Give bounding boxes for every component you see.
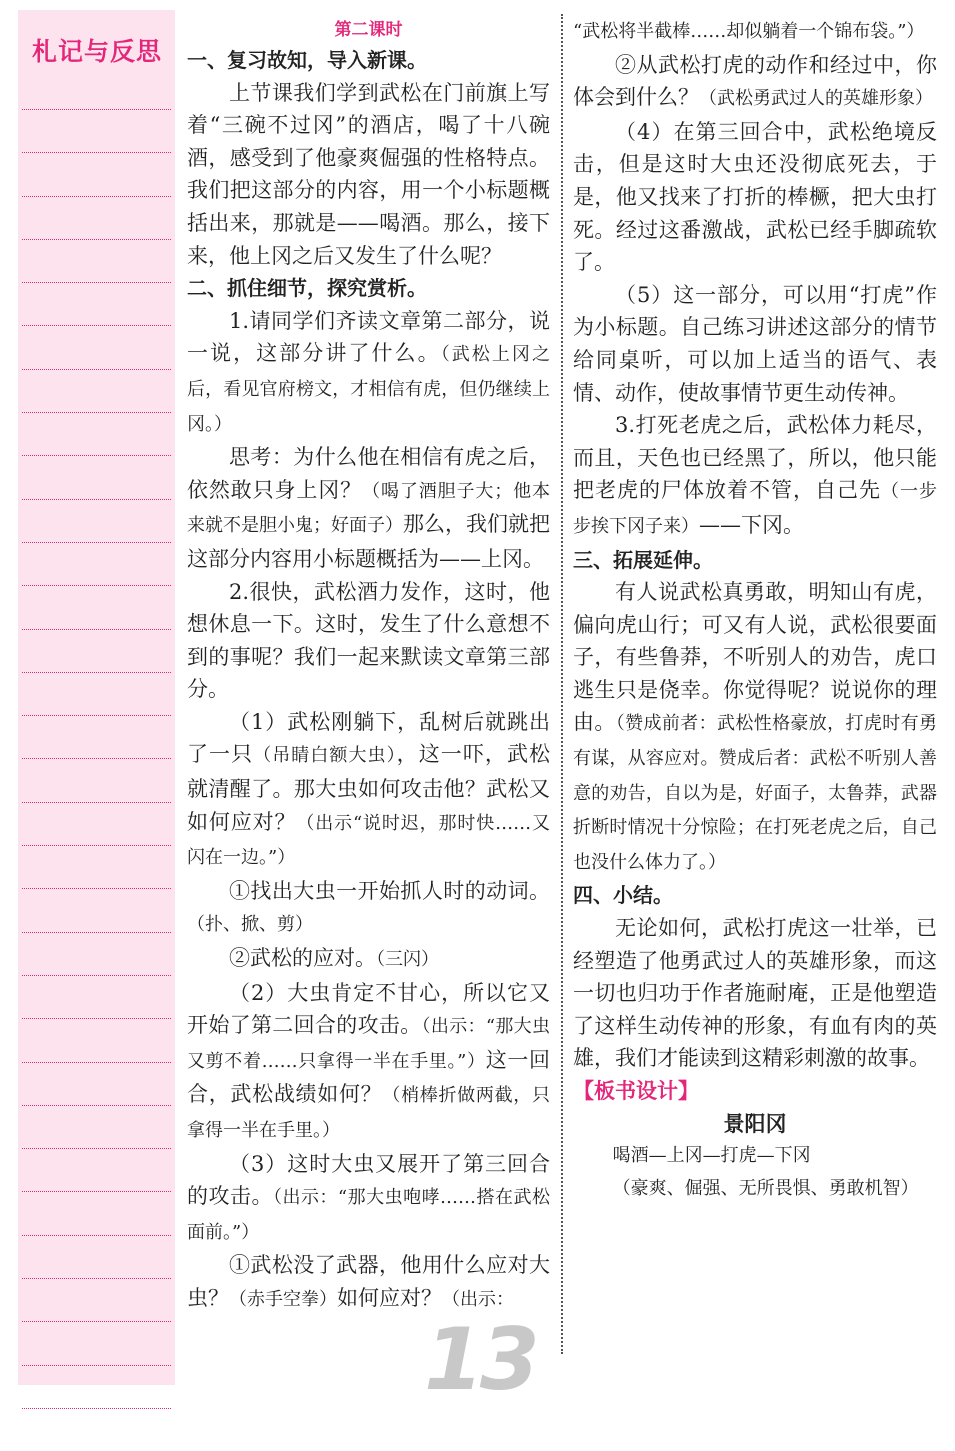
answer-continued: “武松将半截棒……却似躺着一个锦布袋。”） xyxy=(573,21,925,42)
question-3: 3.打死老虎之后，武松体力耗尽，而且，天色也已经黑了，所以，他只能把老虎的尸体放着不管，自己先（一步步挨下冈子来）——下冈。 xyxy=(573,413,937,537)
note-line xyxy=(22,109,171,110)
note-line xyxy=(22,499,171,500)
note-line xyxy=(22,1321,171,1322)
board-line: （豪爽、倔强、无所畏惧、勇敢机智） xyxy=(612,1177,919,1199)
note-line xyxy=(22,455,171,456)
page-number: 13 xyxy=(424,1310,536,1410)
answer: （出示： xyxy=(442,1288,514,1310)
answer: （武松勇武过人的英雄形象） xyxy=(699,88,933,110)
answer: （武松上冈之后，看见官府榜文，才相信有虎，但仍继续上冈。） xyxy=(187,344,550,435)
note-line xyxy=(22,1018,171,1019)
paragraph: 上节课我们学到武松在门前旗上写着“三碗不过冈”的酒店，喝了十八碗酒，感受到了他豪爽倔强的性格特点。我们把这部分的内容，用一个小标题概括出来，那就是——喝酒。那么，接下来，他上冈之后又发生了什么呢？ xyxy=(187,80,550,268)
extension-paragraph: 有人说武松真勇敢，明知山有虎，偏向虎山行；可又有人说，武松很要面子，有些鲁莽，不听别人的劝告，虎口逃生只是侥幸。你觉得呢？说说你的理由。（赞成前者：武松性格豪放，打虎时有勇有谋，从容应对。赞成后者：武松不听别人善意的劝告，自以为是，好面子，太鲁莽，武器折断时情况十分惊险；在打死老虎之后，自己也没什么体力了。） xyxy=(573,580,938,873)
question-2: 2.很快，武松酒力发作，这时，他想休息一下。这时，发生了什么意想不到的事呢？我们一起来默读文章第三部分。 xyxy=(187,579,550,702)
left-column xyxy=(187,16,550,1317)
sub-question-1: （1）武松刚躺下，乱树后就跳出了一只（吊睛白额大虫），这一吓，武松就清醒了。那大虫如何攻击他？武松又如何应对？（出示“说时迟，那时快……又闪在一边。”） xyxy=(187,709,551,869)
section-heading: 一、复习故知，导入新课。 xyxy=(187,48,427,72)
note-line xyxy=(22,1148,171,1149)
sub-question-4: （4）在第三回合中，武松绝境反击，但是这时大虫还没彻底死去，于是，他又找来了打折的棒橛，把大虫打死。经过这番激战，武松已经手脚疏软了。 xyxy=(573,119,937,275)
note-line xyxy=(22,1408,171,1409)
note-line xyxy=(22,1278,171,1279)
answer: （三闪） xyxy=(376,949,439,971)
sub-item: ①武松没了武器，他用什么应对大虫？（赤手空拳）如何应对？（出示： xyxy=(187,1253,550,1310)
note-line xyxy=(22,888,171,889)
note-line xyxy=(22,932,171,933)
note-line xyxy=(22,1105,171,1106)
note-line xyxy=(22,412,171,413)
note-line xyxy=(22,369,171,370)
note-lines xyxy=(18,109,175,1451)
note-line xyxy=(22,1235,171,1236)
answer: （赤手空拳） xyxy=(229,1288,337,1310)
note-line xyxy=(22,196,171,197)
note-line xyxy=(22,802,171,803)
section-heading: 三、拓展延伸。 xyxy=(573,547,713,572)
sub-question-2: （2）大虫肯定不甘心，所以它又开始了第二回合的攻击。（出示：“那大虫又剪不着……只拿得一半在手里。”）这一回合，武松战绩如何？（梢棒折做两截，只拿得一半在手里。） xyxy=(187,980,551,1141)
sub-question-3: （3）这时大虫又展开了第三回合的攻击。（出示：“那大虫咆哮……搭在武松面前。”） xyxy=(187,1151,551,1243)
note-line xyxy=(22,239,171,240)
note-line xyxy=(22,325,171,326)
section-heading: 二、抓住细节，探究赏析。 xyxy=(187,276,427,301)
sub-question-5: （5）这一部分，可以用“打虎”作为小标题。自己练习讲述这部分的情节给同桌听，可以加上适当的语气、表情、动作，使故事情节更生动传神。 xyxy=(573,282,937,405)
lesson-title: 第二课时 xyxy=(334,20,403,40)
board-line: 喝酒—上冈—打虎—下冈 xyxy=(612,1145,811,1167)
right-column xyxy=(573,16,937,1205)
note-line xyxy=(22,282,171,283)
note-line xyxy=(22,715,171,716)
note-line xyxy=(22,845,171,846)
think-question: 思考：为什么他在相信有虎之后，依然敢只身上冈？（喝了酒胆子大；他本来就不是胆小鬼；好面子）那么，我们就把这部分内容用小标题概括为——上冈。 xyxy=(187,445,551,571)
answer: （一步步挨下冈子来） xyxy=(573,481,937,537)
note-line xyxy=(22,758,171,759)
column-divider xyxy=(561,14,563,1354)
answer: （出示：“那大虫咆哮……搭在武松面前。”） xyxy=(187,1187,551,1243)
notes-sidebar xyxy=(18,10,175,1385)
note-line xyxy=(22,629,171,630)
note-line xyxy=(22,542,171,543)
note-line xyxy=(22,1365,171,1366)
board-design-heading: 【板书设计】 xyxy=(573,1079,699,1103)
note-line xyxy=(22,672,171,673)
sidebar-title: 札记与反思 xyxy=(32,37,163,66)
answer: （扑、掀、剪） xyxy=(187,914,313,936)
sub-item: ②从武松打虎的动作和经过中，你体会到什么？（武松勇武过人的英雄形象） xyxy=(573,52,937,110)
answer: （梢棒折做两截，只拿得一半在手里。） xyxy=(187,1085,551,1141)
note-line xyxy=(22,975,171,976)
note-line xyxy=(22,585,171,586)
answer: （吊睛白额大虫） xyxy=(253,745,397,767)
note-line xyxy=(22,1062,171,1063)
note-line xyxy=(22,152,171,153)
sub-item: ①找出大虫一开始抓人时的动词。（扑、掀、剪） xyxy=(187,878,550,936)
note-line xyxy=(22,1191,171,1192)
board-title: 景阳冈 xyxy=(723,1111,787,1136)
answer: （赞成前者：武松性格豪放，打虎时有勇有谋，从容应对。赞成后者：武松不听别人善意的劝告，自以为是，好面子，太鲁莽，武器折断时情况十分惊险；在打死老虎之后，自己也没什么体力了。） xyxy=(573,713,938,873)
answer: （喝了酒胆子大；他本来就不是胆小鬼；好面子） xyxy=(187,480,551,537)
answer: （出示“说时迟，那时快……又闪在一边。”） xyxy=(187,812,551,869)
summary-paragraph: 无论如何，武松打虎这一壮举，已经塑造了他勇武过人的英雄形象，而这一切也归功于作者施耐庵，正是他塑造了这样生动传神的形象，有血有肉的英雄，我们才能读到这精彩刺激的故事。 xyxy=(573,916,937,1071)
question-1: 1.请同学们齐读文章第二部分，说一说，这部分讲了什么。（武松上冈之后，看见官府榜文，才相信有虎，但仍继续上冈。） xyxy=(187,308,550,435)
answer: （出示：“那大虫又剪不着……只拿得一半在手里。”） xyxy=(187,1016,551,1072)
section-heading: 四、小结。 xyxy=(573,883,673,908)
sub-item: ②武松的应对。（三闪） xyxy=(229,946,439,971)
